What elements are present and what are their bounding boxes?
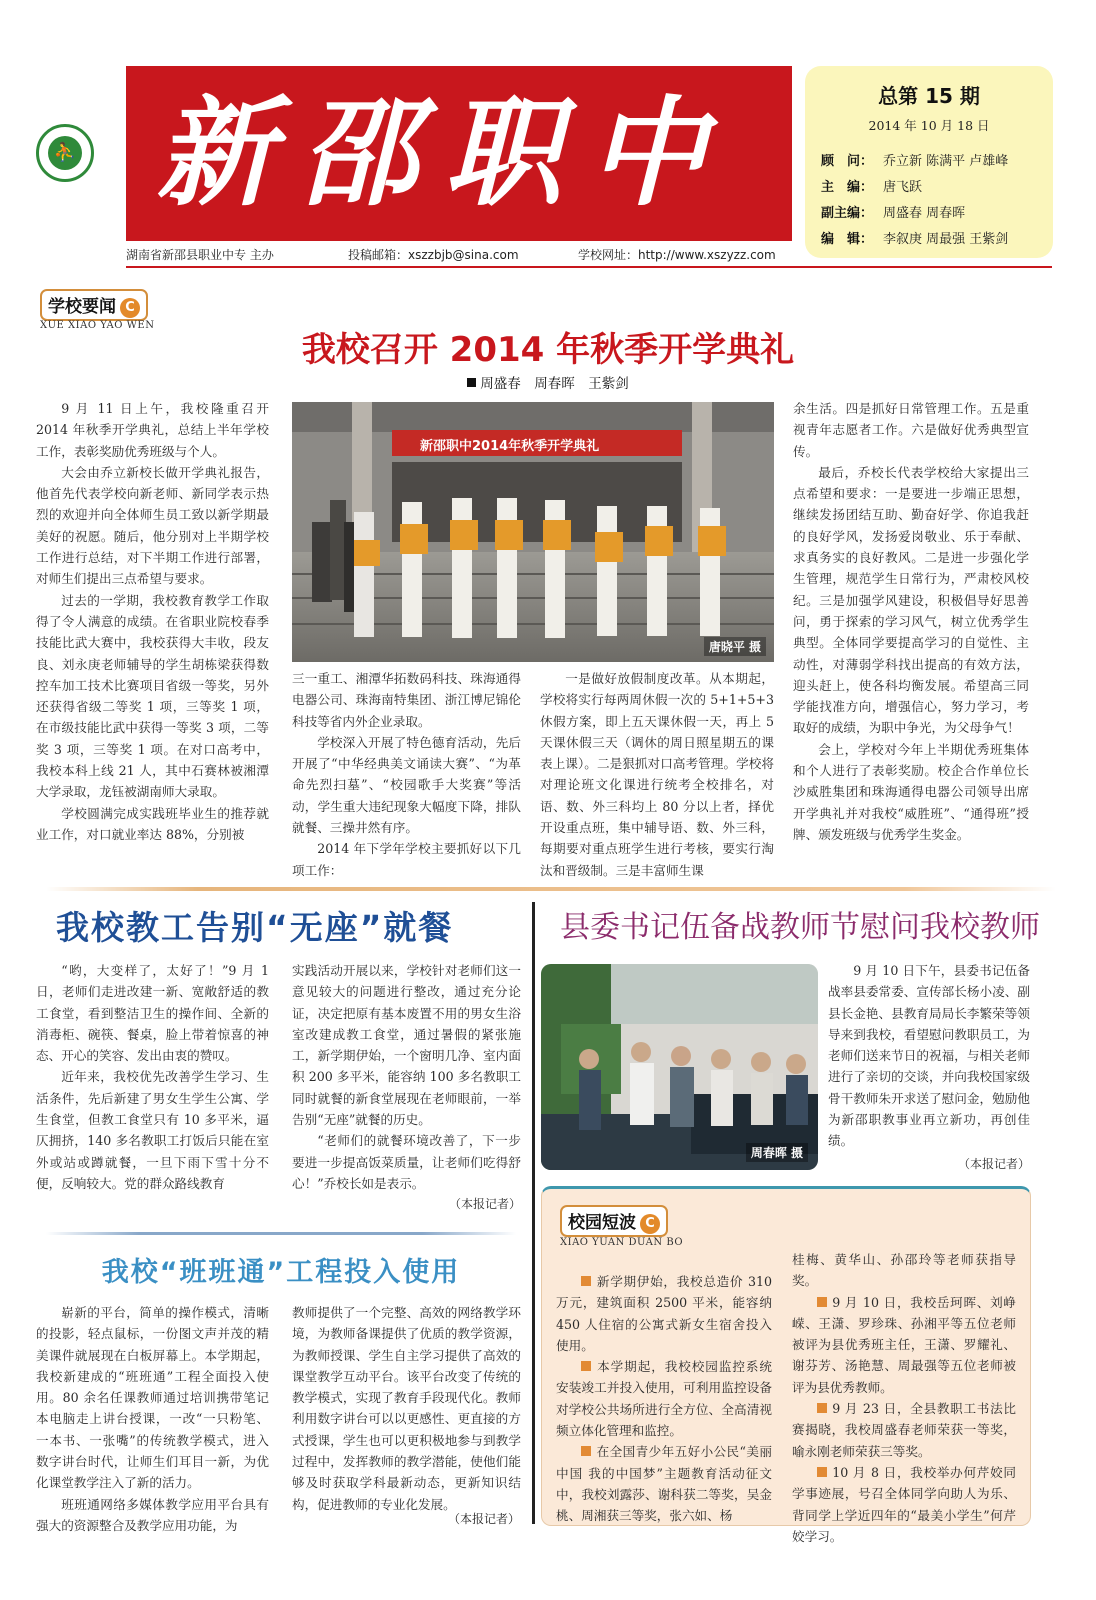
- school-logo: [36, 124, 94, 182]
- section-pinyin: XIAO YUAN DUAN BO: [560, 1237, 684, 1248]
- bulletin-col2: [792, 1249, 1016, 1547]
- article3-credit: （本报记者）: [957, 1156, 1030, 1171]
- staff-row: 顾 问： 乔立新 陈满平 卢雄峰: [821, 154, 1009, 169]
- article4-col2: 教师提供了一个完整、高效的网络教学环境，为教师备课提供了优质的教学资源，为教师授课、学生自主学习提供了高效的课堂教学互动平台。该平台改变了传统的教学模式，实现了教育手段现代化。教师利用数字讲台可以以更感性、更直接的方式授课，学生也可以更积极地参与到教学过程中，发挥教师的教学潜能，使他们能够及时获取学科最新动态，更新知识结构，促进教师的专业化发展。: [292, 1305, 521, 1512]
- section-label-campus-bulletin: 校园短波 C: [560, 1205, 668, 1237]
- article4-credit: （本报记者）: [447, 1512, 520, 1526]
- section-label-school-news: 学校要闻 C: [40, 289, 148, 321]
- ceremony-photo: [292, 402, 774, 662]
- staff-row: 编 辑： 李叙庚 周最强 王紫剑: [821, 232, 1009, 247]
- article3-headline: 县委书记伍备战教师节慰问我校教师: [560, 910, 1040, 945]
- article4-col1: 崭新的平台，简单的操作模式，清晰的投影，轻点鼠标，一份图文声并茂的精美课件就展现在白板屏幕上。本学期起，我校新建成的“班班通”工程全面投入使用。80 余名任课教师通过培训携带笔记本电脑走上讲台授课，一改“一只粉笔、一本书、一张嘴”的传统教学模式，进入数字讲台时代，让师生们耳目一新，为优化课堂教学注入了新的活力。 班班通网络多媒体教学应用平台具有强大的资源整合及教学应用功能，为: [36, 1305, 269, 1533]
- section-divider: [46, 887, 1056, 891]
- bulletin-item: 10 月 8 日，我校举办何芹姣同学事迹展，号召全体同学向助人为乐、背同学上学近四年的“最美小学生”何芹姣学习。: [792, 1464, 1016, 1544]
- article1-headline: 我校召开 2014 年秋季开学典礼: [301, 330, 795, 370]
- article4-headline: 我校“班班通”工程投入使用: [101, 1257, 461, 1288]
- staff-row: 副主编： 周盛春 周春晖: [821, 206, 966, 221]
- article2-credit: （本报记者）: [448, 1197, 521, 1212]
- staff-row: 主 编： 唐飞跃: [821, 180, 923, 195]
- section-pinyin: XUE XIAO YAO WEN: [40, 320, 155, 331]
- article1-col4: 余生活。四是抓好日常管理工作。五是重视青年志愿者工作。六是做好优秀典型宣传。 最后，乔校长代表学校给大家提出三点希望和要求：一是要进一步端正思想，继续发扬团结互助、勤奋好学、你追我赶的良好学风，发扬爱岗敬业、乐于奉献、求真务实的良好教风。二是进一步强化学生管理，规范学生日常行为，严肃校风校纪。三是加强学风建设，积极倡导好思善问，勇于探索的学习风气，树立优秀学生典型。全体同学要提高学习的自觉性、主动性，对薄弱学科找出提高的有效方法，迎头赶上，使各科均衡发展。希望高三同学能找准方向，增强信心，努力学习，考取好的成绩，为职中争光，为父母争气！ 会上，学校对今年上半期优秀班集体和个人进行了表彰奖励。校企合作单位长沙威胜集团和珠海通得电器公司领导出席开学典礼并对我校“威胜班”、“通得班”授牌、颁发班级与优秀学生奖金。: [793, 401, 1029, 842]
- bulletin-item: 在全国青少年五好小公民“美丽中国 我的中国梦”主题教育活动征文中，我校刘露莎、谢科获二等奖，吴金桃、周湘获三等奖，张六如、杨: [556, 1444, 772, 1524]
- square-bullet-icon: [467, 378, 476, 387]
- square-bullet-icon: [581, 1361, 591, 1371]
- square-bullet-icon: [817, 1467, 827, 1477]
- submission-email[interactable]: 投稿邮箱：xszzbjb@sina.com: [348, 248, 519, 262]
- issue-number: 总第 15 期: [878, 84, 980, 108]
- section-divider: [46, 1232, 516, 1235]
- bulletin-item: 新学期伊始，我校总造价 310 万元，建筑面积 2500 平米，能容纳 450 人住宿的公寓式新女生宿舍投入使用。: [556, 1274, 772, 1353]
- visit-photo: [541, 964, 818, 1170]
- article1-byline: 周盛春 周春晖 王紫剑: [0, 372, 1096, 392]
- photo-credit: 唐晓平 摄: [704, 637, 766, 656]
- article3-text: 9 月 10 日下午，县委书记伍备战率县委常委、宣传部长杨小凌、副县长金艳、县教育局局长李繁荣等领导来到我校，看望慰问教职员工，为老师们送来节日的祝福，与相关老师进行了亲切的交谈，并向我校国家级骨干教师朱开求送了慰问金，勉励他为新邵职教事业再立新功，再创佳绩。 （本报记者）: [828, 960, 1030, 1175]
- masthead-banner: [126, 66, 792, 241]
- article1-col3: 一是做好放假制度改革。从本期起，学校将实行每两周休假一次的 5+1+5+3 休假方案，即上五天课休假一天，再上 5 天课休假三天（调休的周日照星期五的课表上课）。二是狠抓对口高考管理。学校将对理论班文化课进行统考全校排名，对语、数、外三科均上 80 分以上者，择优开设重点班，集中辅导语、数、外三科，每期要对重点班学生进行考核，要实行淘汰和晋级制。三是丰富师生课: [540, 671, 774, 878]
- article1-col2: 三一重工、湘潭华拓数码科技、珠海通得电器公司、珠海南特集团、浙江博尼锦伦科技等省内外企业录取。 学校深入开展了特色德育活动，先后开展了“中华经典美文诵读大赛”、“为革命先烈扫墓”、“校园歌手大奖赛”等活动，学生重大违纪现象大幅度下降，排队就餐、三操井然有序。 2014 年下学年学校主要抓好以下几项工作：: [292, 671, 521, 878]
- sponsor-line: 湖南省新邵县职业中专 主办: [126, 248, 274, 262]
- square-bullet-icon: [581, 1276, 591, 1286]
- bulletin-item: 本学期起，我校校园监控系统安装竣工并投入使用，可利用监控设备对学校公共场所进行全方位、全高清视频立体化管理和监控。: [556, 1359, 772, 1439]
- article2-col2: 实践活动开展以来，学校针对老师们这一意见较大的问题进行整改，通过充分论证，决定把原有基本废置不用的男女生浴室改建成教工食堂，通过暑假的紧张施工，新学期伊始，一个窗明几净、室内面积 200 多平米，能容纳 100 多名教职工同时就餐的新食堂展现在老师眼前，一举告别“无座”就餐的历史。 “老师们的就餐环境改善了，下一步要进一步提高饭菜质量，让老师们吃得舒心！”乔校长如是表示。 （本报记者）: [292, 960, 521, 1216]
- c-badge-icon: C: [640, 1214, 660, 1234]
- article2-headline: 我校教工告别“无座”就餐: [56, 908, 454, 947]
- photo-credit: 周春晖 摄: [746, 1143, 808, 1162]
- article2-col1: “哟，大变样了，太好了！”9 月 1 日，老师们走进改建一新、宽敞舒适的教工食堂，看到整洁卫生的操作间、全新的消毒柜、碗筷、餐桌，脸上带着惊喜的神态、开心的笑容、发出由衷的赞叹。 近年来，我校优先改善学生学习、生活条件，先后新建了男女生学生公寓、学生食堂，但教工食堂只有 10 多平米，逼仄拥挤，140 多名教职工打饭后只能在室外或站或蹲就餐，一旦下雨下雪十分不便，反响较大。党的群众路线教育: [36, 963, 269, 1191]
- visit-photo-graphic: [541, 964, 818, 1170]
- bulletin-item: 9 月 23 日，全县教职工书法比赛揭晓，我校周盛春老师荣获一等奖，喻永刚老师荣获三等奖。: [792, 1401, 1016, 1459]
- bulletin-col1: [556, 1271, 772, 1527]
- issue-info-box: [805, 66, 1053, 258]
- c-badge-icon: C: [120, 298, 140, 318]
- square-bullet-icon: [817, 1297, 827, 1307]
- article1-col1: 9 月 11 日上午，我校隆重召开 2014 年秋季开学典礼，总结上半年学校工作，表彰奖励优秀班级与个人。 大会由乔立新校长做开学典礼报告，他首先代表学校向新老师、新同学表示热烈的欢迎并向全体师生员工致以新学期最美好的祝愿。随后，他分别对上半期学校工作进行总结，对下半期工作进行部署，对师生们提出三点希望与要求。 过去的一学期，我校教育教学工作取得了令人满意的成绩。在省职业院校春季技能比武大赛中，我校获得大丰收，段友良、刘永庚老师辅导的学生胡栋梁获得数控车加工技术比赛项目省级一等奖，另外还获得省级二等奖 1 项，三等奖 1 项，在市级技能比武中获得一等奖 3 项，二等奖 3 项，三等奖 1 项。在对口高考中，我校本科上线 21 人，其中石赛林被湘潭大学录取，龙钰被湖南师大录取。 学校圆满完成实践班毕业生的推荐就业工作，对口就业率达 88%，分别被: [36, 401, 269, 842]
- header-rule: [126, 266, 1052, 268]
- school-website[interactable]: 学校网址：http://www.xszyzz.com: [578, 248, 776, 262]
- runner-icon: ⛹: [53, 142, 77, 163]
- column-divider: [532, 902, 535, 1524]
- campus-bulletin-box: [541, 1186, 1031, 1544]
- square-bullet-icon: [817, 1403, 827, 1413]
- square-bullet-icon: [581, 1446, 591, 1456]
- ceremony-banner-text: 新邵职中2014年秋季开学典礼: [420, 439, 600, 454]
- issue-date: 2014 年 10 月 18 日: [868, 118, 990, 133]
- bulletin-item: 桂梅、黄华山、孙邵玲等老师获指导奖。: [792, 1252, 1016, 1289]
- bulletin-item: 9 月 10 日，我校岳珂晖、刘峥嵘、王潇、罗珍珠、孙湘平等五位老师被评为县优秀班主任，王潇、罗耀礼、谢芬芳、汤艳慧、周最强等五位老师被评为县优秀教师。: [792, 1294, 1016, 1395]
- masthead-title: 新邵职中: [156, 83, 733, 222]
